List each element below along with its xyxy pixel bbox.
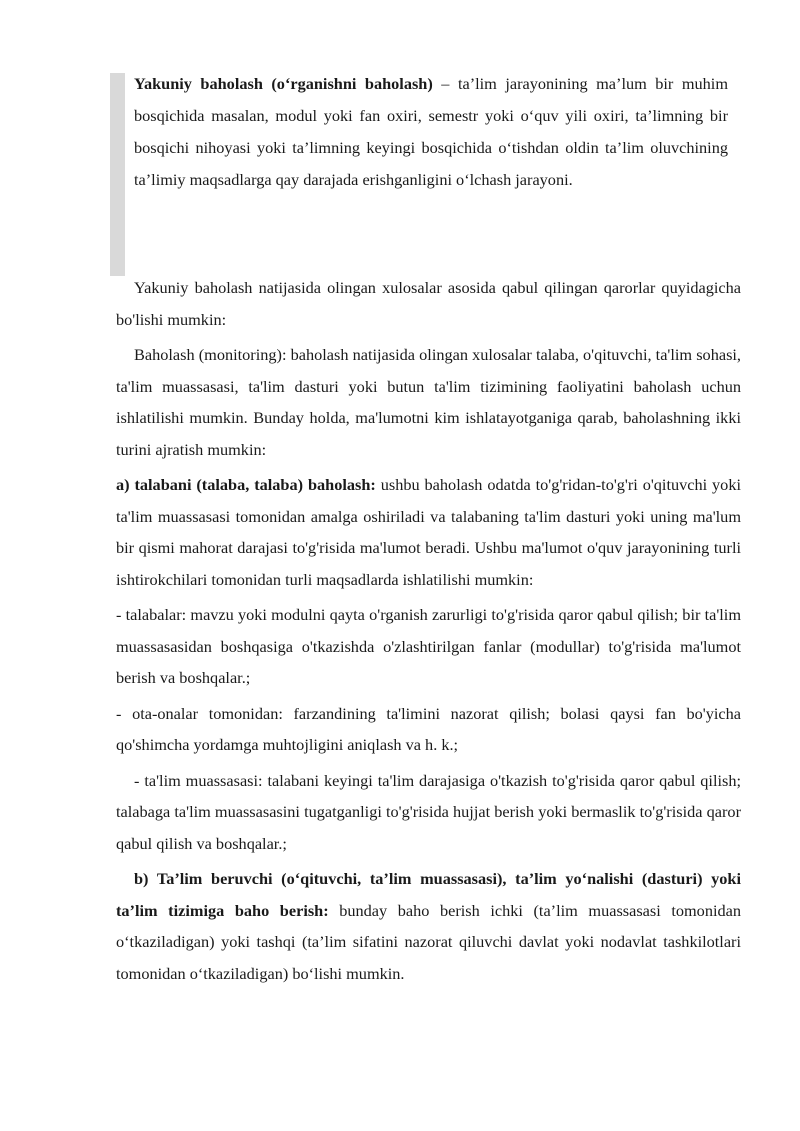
educator-assessment-heading: b) Ta’lim beruvchi (o‘qituvchi, ta’lim muassasasi), ta’lim yo‘nalishi (dasturi) yoki ta’lim tizimiga baho berish: [116,869,741,920]
paragraph-decisions-intro: Yakuniy baholash natijasida olingan xulosalar asosida qabul qilingan qarorlar quyidagicha bo'lishi mumkin: [116,278,741,329]
definition-callout [134,68,728,196]
definition-text: – ta’lim jarayonining ma’lum bir muhim bosqichida masalan, modul yoki fan oxiri, semestr yoki o‘quv yili oxiri, ta’limning bir bosqichi nihoyasi yoki ta’limning keyingi bosqichida o‘tishdan oldin ta’lim oluvchining ta’limiy maqsadlarga qay darajada erishganligini o‘lchash jarayoni. [134,74,728,189]
paragraph-monitoring: Baholash (monitoring): baholash natijasida olingan xulosalar talaba, o'qituvchi, ta'lim sohasi, ta'lim muassasasi, ta'lim dasturi yoki butun ta'lim tizimining faoliyatini baholash uchun ishlatilishi mumkin. Bunday holda, ma'lumotni kim ishlatayotganiga qarab, baholashning ikki turini ajratish mumkin: [116,345,741,459]
student-assessment-text: ushbu baholash odatda to'g'ridan-to'g'ri o'qituvchi yoki ta'lim muassasasi tomonidan amalga oshiriladi va talabaning ta'lim dasturi yoki uning ma'lum bir qismi mahorat darajasi to'g'risida ma'lumot beradi. Ushbu ma'lumot o'quv jarayonining turli ishtirokchilari tomonidan turli maqsadlarda ishlatilishi mumkin: [116,475,741,589]
list-item-parents: - ota-onalar tomonidan: farzandining ta'limini nazorat qilish; bolasi qaysi fan bo'yicha qo'shimcha yordamga muhtojligini aniqlash va h. k.; [116,703,741,754]
callout-accent-bar [110,73,125,276]
definition-term: Yakuniy baholash (o‘rganishni baholash) [134,74,433,93]
list-item-institution: - ta'lim muassasasi: talabani keyingi ta'lim darajasiga o'tkazish to'g'risida qaror qabul qilish; talabaga ta'lim muassasasini tugatganligi to'g'risida hujjat berish yoki bermaslik to'g'risida qaror qabul qilish va boshqalar.; [116,770,741,853]
list-item-students: - talabalar: mavzu yoki modulni qayta o'rganish zarurligi to'g'risida qaror qabul qilish; bir ta'lim muassasasidan boshqasiga o'tkazishda o'zlashtirilgan fanlar (modullar) to'g'risida ma'lumot berish va boshqalar.; [116,605,741,687]
educator-assessment-text: bunday baho berish ichki (ta’lim muassasasi tomonidan o‘tkaziladigan) yoki tashqi (ta’lim sifatini nazorat qiluvchi davlat yoki nodavlat tashkilotlari tomonidan o‘tkaziladigan) bo‘lishi mumkin. [116,900,741,983]
document-body [116,272,741,989]
student-assessment-heading: a) talabani (talaba, talaba) baholash: [116,475,376,494]
paragraph-educator-assessment [116,863,741,989]
paragraph-student-assessment [116,469,741,595]
